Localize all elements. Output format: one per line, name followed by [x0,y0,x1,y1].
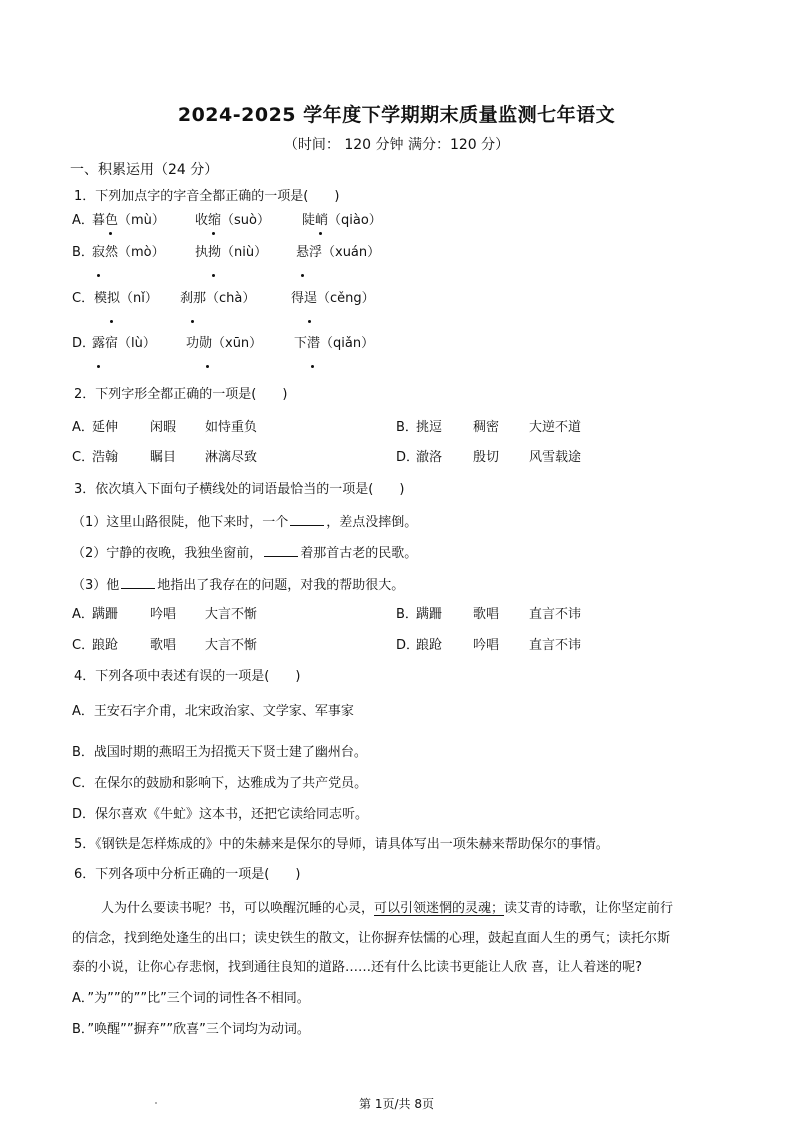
option-label: C． [72,450,95,465]
question-1-option-b [0,244,793,264]
option-item: 暮色（mù） [92,213,165,228]
option-item: 下潜（qiǎn） [294,336,375,351]
option-item: 澈洛 [416,450,443,465]
option-item: 浩翰 [92,450,119,465]
option-label: B． [72,245,94,260]
option-label: C． [72,638,95,653]
option-item: 执拗（niù） [195,245,268,260]
option-item: 大言不惭 [205,607,258,622]
emphasis-dot [212,274,215,277]
question-1-option-a [0,212,793,232]
emphasis-dot [319,232,322,235]
question-1-option-c [0,290,793,310]
option-item: 歌唱 [473,607,500,622]
question-6-option-a: A．”为””的””比”三个词的词性各不相同。 [72,991,310,1006]
option-label: A． [72,213,94,228]
question-1-stem: 1．下列加点字的字音全都正确的一项是( ) [74,189,340,204]
sentence-text: 地指出了我存在的问题，对我的帮助很大。 [157,578,405,593]
question-3-options-cd [0,637,793,657]
question-2-options-cd [0,449,793,469]
sentence-text: （3）他 [72,578,120,593]
option-item: 悬浮（xuán） [296,245,381,260]
sentence-text: （1）这里山路很陡，他下来时，一个 [72,515,289,530]
option-item: 蹒跚 [92,607,119,622]
option-item: 挑逗 [416,420,443,435]
option-item: 露宿（lù） [92,336,156,351]
option-item: 大言不惭 [205,638,258,653]
option-item: 淋漓尽致 [205,450,258,465]
question-1-option-d [0,335,793,355]
option-item: 大逆不道 [529,420,582,435]
question-6-stem: 6．下列各项中分析正确的一项是( ) [74,867,301,882]
option-item: 闲暇 [150,420,177,435]
question-4-option-d: D．保尔喜欢《牛虻》这本书，还把它读给同志听。 [72,807,369,822]
question-3-options-ab [0,606,793,626]
fill-blank[interactable] [121,575,155,589]
fill-blank[interactable] [290,512,324,526]
option-item: 模拟（nǐ） [94,291,158,306]
passage-line-2: 的信念，找到绝处逢生的出口；读史铁生的散文，让你摒弃怯懦的心理，鼓起直面人生的勇气；读托尔斯 [72,931,671,946]
question-3-sentence-2 [72,543,417,563]
option-item: 殷切 [473,450,500,465]
question-6-option-b: B．”唤醒””摒弃””欣喜”三个词均为动词。 [72,1022,310,1037]
passage-text: 人为什么要读书呢？书，可以唤醒沉睡的心灵， [101,901,375,916]
page-number: 第 1页/共 8页 [359,1097,434,1111]
emphasis-dot [109,232,112,235]
emphasis-dot [206,365,209,368]
option-item: 稠密 [473,420,500,435]
option-item: 直言不讳 [529,607,582,622]
question-4-stem: 4．下列各项中表述有误的一项是( ) [74,669,301,684]
option-item: 收缩（suò） [195,213,270,228]
option-item: 踉跄 [416,638,443,653]
sentence-text: （2）宁静的夜晚，我独坐窗前， [72,546,263,561]
sentence-text: ，差点没摔倒。 [326,515,418,530]
option-label: A． [72,420,94,435]
option-item: 歌唱 [150,638,177,653]
option-label: D． [72,336,96,351]
option-item: 如恃重负 [205,420,258,435]
question-4-option-a: A．王安石字介甫，北宋政治家、文学家、军事家 [72,704,354,719]
question-2-options-ab [0,419,793,439]
option-item: 瞩目 [150,450,177,465]
sentence-text: 着那首古老的民歌。 [300,546,418,561]
page-title: 2024-2025 学年度下学期期末质量监测七年语文 [177,104,616,126]
emphasis-dot [110,320,113,323]
emphasis-dot [311,365,314,368]
option-item: 延伸 [92,420,119,435]
option-item: 吟唱 [150,607,177,622]
option-label: B． [396,420,418,435]
question-2-stem: 2．下列字形全都正确的一项是( ) [74,387,288,402]
emphasis-dot [97,365,100,368]
fill-blank[interactable] [264,543,298,557]
option-item: 寂然（mò） [92,245,165,260]
option-item: 得逞（cěng） [291,291,375,306]
underlined-phrase: 可以引领迷惘的灵魂； [374,901,505,916]
emphasis-dot [97,274,100,277]
option-item: 风雪载途 [529,450,582,465]
option-item: 吟唱 [473,638,500,653]
passage-line-3: 泰的小说，让你心存悲悯，找到通往良知的道路……还有什么比读书更能让人欣 喜，让人着迷的呢? [72,960,643,975]
option-label: D． [396,638,420,653]
emphasis-dot [191,320,194,323]
option-label: D． [396,450,420,465]
question-3-sentence-1 [72,512,417,532]
option-item: 刹那（chà） [180,291,256,306]
question-5-stem: 5．《钢铁是怎样炼成的》中的朱赫来是保尔的导师，请具体写出一项朱赫来帮助保尔的事情。 [74,837,609,852]
exam-info: （时间： 120 分钟 满分：120 分） [283,137,510,153]
option-item: 功勋（xūn） [186,336,263,351]
question-3-sentence-3 [72,575,404,595]
option-label: C． [72,291,95,306]
emphasis-dot [212,232,215,235]
option-label: B． [396,607,418,622]
question-3-stem: 3．依次填入下面句子横线处的词语最恰当的一项是( ) [74,482,405,497]
emphasis-dot [301,274,304,277]
question-4-option-c: C．在保尔的鼓励和影响下，达雅成为了共产党员。 [72,776,368,791]
section-heading: 一、积累运用（24 分） [70,162,219,178]
option-item: 陡峭（qiào） [302,213,382,228]
option-item: 直言不讳 [529,638,582,653]
passage-line-1 [101,900,673,918]
question-4-option-b: B．战国时期的燕昭王为招揽天下贤士建了幽州台。 [72,745,367,760]
passage-text: 读艾青的诗歌，让你坚定前行 [504,901,674,916]
option-item: 蹒跚 [416,607,443,622]
option-label: A． [72,607,94,622]
emphasis-dot [308,320,311,323]
option-item: 踉跄 [92,638,119,653]
